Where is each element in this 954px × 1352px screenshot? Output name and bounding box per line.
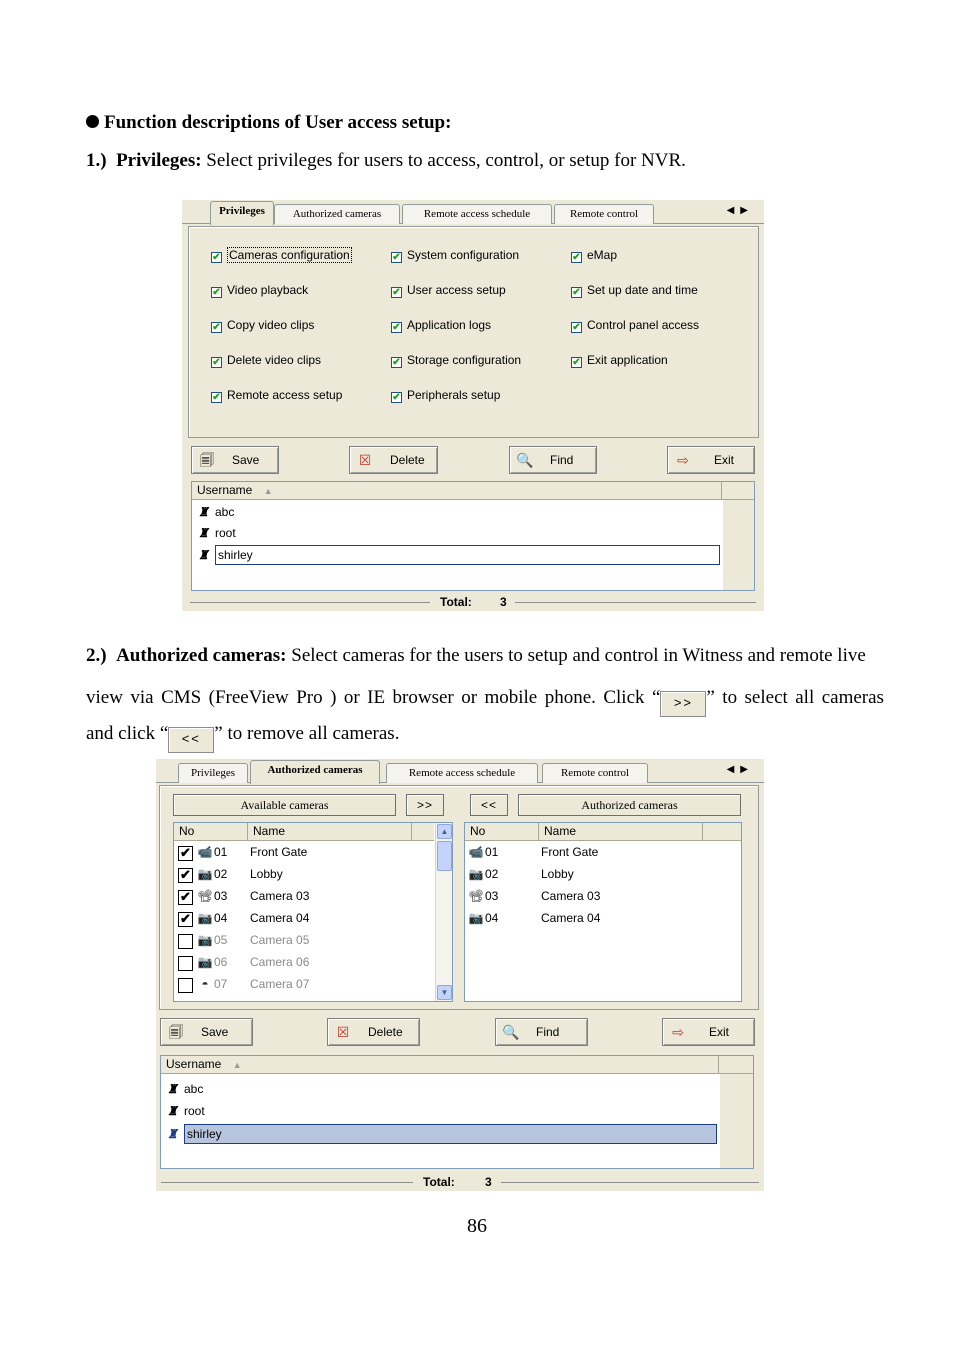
bullet-camera-icon: 📽 xyxy=(468,889,484,903)
authorized-camera-row[interactable] xyxy=(467,885,600,907)
user-row[interactable] xyxy=(198,524,236,542)
priv-set-up-date-and-time[interactable] xyxy=(571,283,698,298)
cameras-group xyxy=(159,785,759,1010)
camera-no: 04 xyxy=(214,911,228,925)
camera-name: Camera 06 xyxy=(250,955,310,969)
checkbox-icon: ✔ xyxy=(392,357,401,368)
checkbox-icon: ✔ xyxy=(392,392,401,403)
priv-label: Video playback xyxy=(227,283,309,297)
word: mobile xyxy=(484,687,538,708)
total-label: Total: xyxy=(440,595,472,609)
delete-label: Delete xyxy=(368,1025,403,1039)
camera-no: 02 xyxy=(485,867,499,881)
section2-number: 2.) xyxy=(86,645,107,666)
save-icon: 🗐 xyxy=(200,452,214,468)
save-label: Save xyxy=(232,453,260,467)
word: to xyxy=(722,687,738,708)
total-bar xyxy=(190,593,756,611)
username-column-header[interactable] xyxy=(192,482,722,500)
tab-remote-control[interactable]: Remote control xyxy=(554,204,654,224)
camera-checkbox-unchecked[interactable] xyxy=(178,978,193,993)
available-camera-row[interactable] xyxy=(178,929,309,951)
user-list xyxy=(160,1055,754,1169)
word: (FreeView xyxy=(208,687,289,708)
tab-scroll-arrows-icon[interactable]: ◀▶ xyxy=(726,205,754,216)
word: Click xyxy=(603,687,645,708)
remove-all-cameras-button[interactable]: << xyxy=(470,794,508,816)
total-label: Total: xyxy=(423,1175,455,1189)
priv-label: System configuration xyxy=(407,248,520,262)
name-column-header[interactable]: Name xyxy=(539,823,703,841)
available-camera-row[interactable] xyxy=(178,951,309,973)
section2-line2 xyxy=(86,687,884,717)
ptz-camera-icon: 📹 xyxy=(468,845,484,859)
available-camera-row[interactable] xyxy=(178,907,309,929)
checkbox-icon: ✔ xyxy=(392,322,401,333)
checkbox-icon: ✔ xyxy=(212,287,221,298)
priv-application-logs[interactable] xyxy=(391,318,491,333)
priv-label: Application logs xyxy=(407,318,492,332)
priv-label: Copy video clips xyxy=(227,318,315,332)
camera-name: Camera 04 xyxy=(541,911,601,925)
divider xyxy=(501,1182,759,1183)
word: cameras xyxy=(821,687,884,708)
user-row[interactable] xyxy=(167,1102,205,1120)
username-header-label: Username xyxy=(197,483,253,497)
authorized-camera-row[interactable] xyxy=(467,841,598,863)
magnifier-icon: 🔍 xyxy=(502,1024,520,1040)
heading-text: Function descriptions of User access setup: xyxy=(104,112,452,133)
available-list-scrollbar[interactable] xyxy=(435,823,452,1001)
user-icon: ♜ xyxy=(167,1127,178,1141)
priv-label: Exit application xyxy=(587,353,668,367)
word: or xyxy=(343,687,360,708)
priv-label: Storage configuration xyxy=(407,353,522,367)
tab-bar xyxy=(182,200,764,224)
priv-label: Control panel access xyxy=(587,318,700,332)
camera-name: Front Gate xyxy=(541,845,599,859)
exit-button[interactable] xyxy=(667,446,755,474)
user-row-selected[interactable] xyxy=(198,545,722,565)
word: phone. xyxy=(544,687,596,708)
user-name: shirley xyxy=(215,545,720,565)
camera-no: 04 xyxy=(485,911,499,925)
find-label: Find xyxy=(550,453,574,467)
delete-label: Delete xyxy=(390,453,425,467)
username-column-header[interactable] xyxy=(161,1056,719,1074)
user-name: root xyxy=(215,526,236,540)
checkbox-icon: ✔ xyxy=(212,392,221,403)
user-row-selected[interactable] xyxy=(167,1124,719,1144)
magnifier-icon: 🔍 xyxy=(516,452,534,468)
priv-label: Peripherals setup xyxy=(407,388,501,402)
priv-storage-configuration[interactable] xyxy=(391,353,521,368)
user-icon: ♜ xyxy=(198,548,209,562)
camera-no: 05 xyxy=(214,933,228,947)
camera-name: Camera 05 xyxy=(250,933,310,947)
tab-remote-access-schedule[interactable]: Remote access schedule xyxy=(386,763,538,783)
delete-button[interactable] xyxy=(327,1018,420,1046)
priv-user-access-setup[interactable] xyxy=(391,283,506,298)
authorized-cameras-label: Authorized cameras xyxy=(518,794,741,816)
find-label: Find xyxy=(536,1025,560,1039)
user-row[interactable] xyxy=(198,503,234,521)
camera-no: 01 xyxy=(485,845,499,859)
total-value: 3 xyxy=(500,595,507,609)
word: ) xyxy=(330,687,337,708)
checkbox-icon: ✔ xyxy=(572,357,581,368)
no-column-header[interactable]: No xyxy=(174,823,248,841)
tab-authorized-cameras[interactable]: Authorized cameras xyxy=(250,760,380,784)
user-name: abc xyxy=(184,1082,204,1096)
section1-paragraph xyxy=(86,150,686,172)
checkbox-icon: ✔ xyxy=(212,322,221,333)
camera-icon: 📷 xyxy=(468,867,484,881)
user-icon: ♜ xyxy=(198,505,209,519)
user-icon: ♜ xyxy=(198,526,209,540)
priv-label: Remote access setup xyxy=(227,388,343,402)
checkbox-icon: ✔ xyxy=(572,252,581,263)
bullet-icon xyxy=(86,115,99,128)
camera-name: Camera 03 xyxy=(250,889,310,903)
checkbox-icon: ✔ xyxy=(392,287,401,298)
camera-no: 07 xyxy=(214,977,228,991)
section2-line3 xyxy=(86,723,399,753)
find-button[interactable] xyxy=(509,446,597,474)
user-list xyxy=(191,481,755,591)
tab-privileges[interactable]: Privileges xyxy=(178,763,248,783)
checkbox-icon: ✔ xyxy=(392,252,401,263)
checkbox-icon: ✔ xyxy=(572,287,581,298)
camera-no: 03 xyxy=(214,889,228,903)
camera-name: Lobby xyxy=(250,867,283,881)
user-name: root xyxy=(184,1104,205,1118)
list-empty-area xyxy=(723,500,754,590)
user-list-header xyxy=(192,482,754,500)
scroll-down-icon[interactable]: ▼ xyxy=(437,985,452,1000)
exit-label: Exit xyxy=(714,453,735,467)
priv-label: Delete video clips xyxy=(227,353,322,367)
section2-line1 xyxy=(86,645,866,667)
checkbox-icon: ✔ xyxy=(572,322,581,333)
checkbox-icon: ✔ xyxy=(212,357,221,368)
authorized-camera-row[interactable] xyxy=(467,863,574,885)
name-column-header[interactable]: Name xyxy=(248,823,412,841)
authorized-camera-row[interactable] xyxy=(467,907,600,929)
priv-emap[interactable] xyxy=(571,248,617,263)
sort-ascending-icon: ▲ xyxy=(263,486,273,496)
word: via xyxy=(130,687,154,708)
priv-label: Set up date and time xyxy=(587,283,698,297)
available-camera-row[interactable] xyxy=(178,863,283,885)
ptz-camera-icon: 📹 xyxy=(197,845,213,859)
save-label: Save xyxy=(201,1025,229,1039)
priv-label: User access setup xyxy=(407,283,506,297)
user-name: shirley xyxy=(184,1124,717,1144)
exit-door-icon: ⇨ xyxy=(672,1024,684,1040)
priv-peripherals-setup[interactable] xyxy=(391,388,500,403)
divider xyxy=(190,602,430,603)
priv-remote-access-setup[interactable] xyxy=(211,388,342,403)
delete-icon: ☒ xyxy=(358,452,372,468)
page-number: 86 xyxy=(467,1215,487,1237)
camera-name: Camera 03 xyxy=(541,889,601,903)
camera-icon: 📷 xyxy=(468,911,484,925)
camera-name: Front Gate xyxy=(250,845,308,859)
camera-icon: 📷 xyxy=(197,933,213,947)
bullet-camera-icon: 📽 xyxy=(197,889,213,903)
add-all-cameras-button[interactable]: >> xyxy=(406,794,444,816)
line3-post: ” to remove all cameras. xyxy=(214,723,400,744)
total-bar xyxy=(161,1173,759,1191)
find-button[interactable] xyxy=(495,1018,588,1046)
priv-copy-video-clips[interactable] xyxy=(211,318,314,333)
priv-system-configuration[interactable] xyxy=(391,248,519,263)
camera-icon: 📷 xyxy=(197,911,213,925)
priv-video-playback[interactable] xyxy=(211,283,308,298)
user-icon: ♜ xyxy=(167,1104,178,1118)
camera-checkbox-checked[interactable]: ✔ xyxy=(178,890,193,905)
list-empty-area xyxy=(720,1074,753,1168)
available-camera-row[interactable] xyxy=(178,841,307,863)
available-camera-row[interactable] xyxy=(178,885,309,907)
save-button[interactable] xyxy=(160,1018,253,1046)
camera-icon: 📷 xyxy=(197,955,213,969)
divider xyxy=(161,1182,413,1183)
available-camera-row[interactable] xyxy=(178,973,309,995)
camera-checkbox-checked[interactable]: ✔ xyxy=(178,846,193,861)
word: select xyxy=(744,687,788,708)
no-column-header[interactable]: No xyxy=(465,823,539,841)
word: browser xyxy=(392,687,454,708)
camera-checkbox-checked[interactable]: ✔ xyxy=(178,912,193,927)
tab-bar xyxy=(156,759,764,783)
word: IE xyxy=(367,687,386,708)
privileges-group xyxy=(188,226,759,438)
authorized-cameras-list xyxy=(464,822,742,1002)
camera-checkbox-checked[interactable]: ✔ xyxy=(178,868,193,883)
priv-delete-video-clips[interactable] xyxy=(211,353,321,368)
delete-icon: ☒ xyxy=(336,1024,350,1040)
save-button[interactable] xyxy=(191,446,279,474)
sort-ascending-icon: ▲ xyxy=(232,1060,242,1070)
dome-camera-icon: ◓ xyxy=(201,977,209,991)
save-icon: 🗐 xyxy=(169,1024,183,1040)
camera-no: 06 xyxy=(214,955,228,969)
camera-name: Lobby xyxy=(541,867,574,881)
delete-button[interactable] xyxy=(349,446,438,474)
select-all-example: “ >> ” xyxy=(652,687,715,717)
tab-remote-access-schedule[interactable]: Remote access schedule xyxy=(402,204,552,224)
user-name: abc xyxy=(215,505,235,519)
camera-no: 03 xyxy=(485,889,499,903)
user-row[interactable] xyxy=(167,1080,203,1098)
priv-exit-application[interactable] xyxy=(571,353,668,368)
camera-no: 01 xyxy=(214,845,228,859)
camera-icon: 📷 xyxy=(197,867,213,881)
available-list-header xyxy=(174,823,434,841)
section1-text: Select privileges for users to access, control, or setup for NVR. xyxy=(201,150,686,171)
authorized-list-header xyxy=(465,823,741,841)
remove-all-button-image: << xyxy=(168,727,214,753)
section2-text: Select cameras for the users to setup and control in Witness and remote live xyxy=(286,645,866,666)
word: Pro xyxy=(296,687,323,708)
camera-no: 02 xyxy=(214,867,228,881)
section2-title: Authorized cameras: xyxy=(116,645,287,666)
section1-number: 1.) xyxy=(86,150,107,171)
word: view xyxy=(86,687,123,708)
camera-checkbox-unchecked[interactable] xyxy=(178,934,193,949)
tab-remote-control[interactable]: Remote control xyxy=(542,763,648,783)
section-heading xyxy=(86,112,451,134)
word: CMS xyxy=(161,687,202,708)
camera-name: Camera 04 xyxy=(250,911,310,925)
exit-button[interactable] xyxy=(662,1018,755,1046)
checkbox-icon: ✔ xyxy=(212,252,221,263)
section1-title: Privileges: xyxy=(116,150,202,171)
total-value: 3 xyxy=(485,1175,492,1189)
camera-checkbox-unchecked[interactable] xyxy=(178,956,193,971)
priv-control-panel-access[interactable] xyxy=(571,318,699,333)
username-header-label: Username xyxy=(166,1057,222,1071)
word: or xyxy=(461,687,478,708)
priv-label: eMap xyxy=(587,248,618,262)
line3-pre: and click “ xyxy=(86,723,169,744)
available-cameras-label: Available cameras xyxy=(173,794,396,816)
user-icon: ♜ xyxy=(167,1082,178,1096)
authorized-cameras-panel xyxy=(156,759,764,1191)
available-cameras-list xyxy=(173,822,453,1002)
tab-privileges[interactable]: Privileges xyxy=(210,201,274,225)
word: all xyxy=(795,687,815,708)
privileges-panel xyxy=(182,200,764,611)
priv-cameras-configuration[interactable] xyxy=(211,248,352,263)
divider xyxy=(515,602,756,603)
tab-scroll-arrows-icon[interactable]: ◀▶ xyxy=(726,764,754,775)
exit-label: Exit xyxy=(709,1025,730,1039)
scroll-up-icon[interactable]: ▲ xyxy=(437,824,452,839)
tab-authorized-cameras[interactable]: Authorized cameras xyxy=(274,204,400,224)
exit-door-icon: ⇨ xyxy=(677,452,689,468)
select-all-button-image: >> xyxy=(660,691,706,717)
user-list-header xyxy=(161,1056,753,1074)
scroll-thumb[interactable] xyxy=(437,841,452,871)
camera-name: Camera 07 xyxy=(250,977,310,991)
priv-label: Cameras configuration xyxy=(229,248,350,262)
